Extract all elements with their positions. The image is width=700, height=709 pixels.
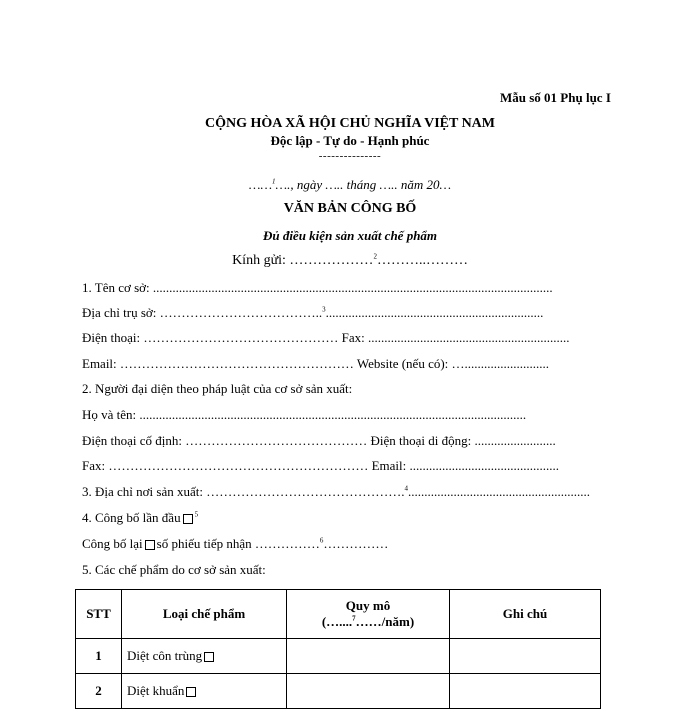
- full-name-line: Họ và tên: .......................................................................................................................: [82, 407, 527, 422]
- scale-unit-b: ……/năm): [355, 614, 415, 629]
- rep-phone-line: Điện thoại cố định: …………………………………… Điện thoại di động: .........................: [82, 433, 556, 448]
- document-title: VĂN BẢN CÔNG BỐ: [283, 201, 417, 216]
- re-announcement-label: Công bố lại: [82, 536, 143, 551]
- phone-fax-line: Điện thoại: ……………………………………… Fax: ..............................................................: [82, 330, 570, 345]
- footnote-6: 6: [319, 536, 324, 545]
- row-notes-cell[interactable]: [450, 639, 601, 674]
- re-announcement-line: [82, 536, 388, 552]
- table-header-row: [76, 590, 601, 639]
- table-row: [76, 674, 601, 709]
- header-notes: Ghi chú: [450, 590, 601, 639]
- row-product-name: Diệt côn trùng: [127, 648, 203, 663]
- header-product-type: Loại chế phẩm: [122, 590, 287, 639]
- receipt-number-label: số phiếu tiếp nhận ……………: [156, 536, 320, 551]
- re-announcement-checkbox[interactable]: [145, 540, 155, 550]
- row-stt: 2: [76, 674, 122, 709]
- row-notes-cell[interactable]: [450, 674, 601, 709]
- row-product: [122, 639, 287, 674]
- document-subtitle: Đủ điều kiện sản xuất chế phẩm: [262, 228, 438, 243]
- row-product: [122, 674, 287, 709]
- facility-name-line: 1. Tên cơ sở: ...........................................................................................................................: [82, 280, 553, 295]
- first-announcement-label: 4. Công bố lần đầu: [82, 510, 181, 525]
- row-product-name: Diệt khuẩn: [127, 683, 185, 698]
- product-checkbox[interactable]: [204, 652, 214, 662]
- footnote-4: 4: [404, 484, 408, 493]
- footnote-7: 7: [352, 614, 356, 623]
- scale-label: Quy mô: [345, 598, 391, 613]
- footnote-3: 3: [322, 305, 326, 314]
- country-header: CỘNG HÒA XÃ HỘI CHỦ NGHĨA VIỆT NAM: [204, 116, 495, 131]
- recipient-label: Kính gửi: ………………: [232, 253, 374, 268]
- recipient-line: [0, 253, 700, 269]
- motto: Độc lập - Tự do - Hạnh phúc: [270, 133, 430, 148]
- products-heading: 5. Các chế phẩm do cơ sở sản xuất:: [82, 562, 266, 577]
- place-blank: ……: [248, 177, 273, 192]
- production-address-line: [82, 484, 590, 500]
- row-scale-cell[interactable]: [287, 674, 450, 709]
- header-separator: ---------------: [318, 150, 382, 162]
- scale-unit-a: (…....: [321, 614, 353, 629]
- first-announcement-checkbox[interactable]: [183, 514, 193, 524]
- place-date-line: [0, 177, 700, 193]
- production-address-label: 3. Địa chỉ nơi sản xuất: ……………………………………….: [82, 484, 405, 499]
- scale-unit: [288, 614, 448, 630]
- rep-fax-email-line: Fax: …………………………………………………… Email: ..............................................: [82, 458, 560, 473]
- footnote-2: 2: [373, 252, 377, 261]
- receipt-number-blank: ……………: [323, 536, 389, 551]
- products-table: [75, 589, 601, 709]
- footnote-5: 5: [194, 510, 199, 519]
- form-number: Mẫu số 01 Phụ lục I: [500, 90, 611, 105]
- date-text: …., ngày ….. tháng ….. năm 20…: [275, 177, 452, 192]
- address-blank: ...................................................................: [325, 305, 544, 320]
- legal-representative-heading: 2. Người đại diện theo pháp luật của cơ sở sản xuất:: [82, 381, 353, 396]
- header-stt: STT: [76, 590, 122, 639]
- row-stt: 1: [76, 639, 122, 674]
- product-checkbox[interactable]: [186, 687, 196, 697]
- production-address-blank: ........................................................: [407, 484, 590, 499]
- email-website-line: Email: ……………………………………………… Website (nếu có): …..........................: [82, 356, 550, 371]
- footnote-1: 1: [272, 177, 276, 186]
- recipient-blank: ………..………: [376, 253, 468, 268]
- head-office-address-line: [82, 305, 543, 321]
- first-announcement-line: [82, 510, 198, 526]
- row-scale-cell[interactable]: [287, 639, 450, 674]
- table-row: [76, 639, 601, 674]
- header-scale: [287, 590, 450, 639]
- address-label: Địa chỉ trụ sở: ………………………………..: [82, 305, 323, 320]
